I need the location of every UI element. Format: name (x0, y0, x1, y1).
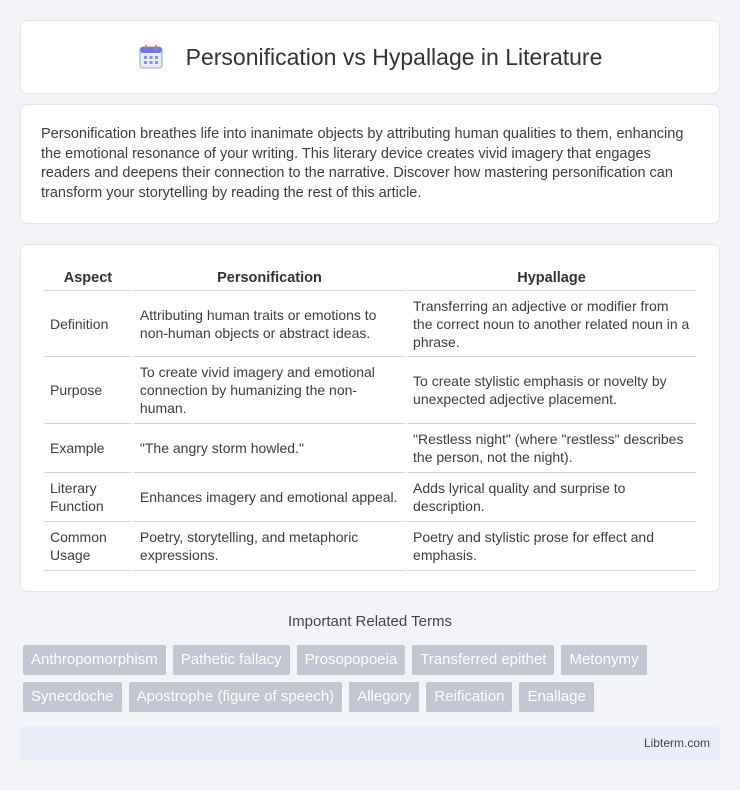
table-row (44, 522, 696, 571)
related-term-tag[interactable]: Pathetic fallacy (173, 645, 290, 675)
related-term-tag[interactable]: Apostrophe (figure of speech) (129, 682, 343, 712)
cell-aspect: Example (44, 424, 132, 473)
cell-personification: Poetry, storytelling, and metaphoric expressions. (134, 522, 405, 571)
table-row (44, 357, 696, 424)
related-term-tag[interactable]: Allegory (349, 682, 419, 712)
header-personification: Personification (134, 265, 405, 291)
table-row (44, 291, 696, 357)
cell-aspect: Purpose (44, 357, 132, 424)
related-term-tag[interactable]: Anthropomorphism (23, 645, 166, 675)
cell-personification: To create vivid imagery and emotional connection by humanizing the non-human. (134, 357, 405, 424)
cell-personification: Attributing human traits or emotions to non-human objects or abstract ideas. (134, 291, 405, 357)
calendar-icon (138, 44, 164, 70)
related-terms-list (23, 645, 723, 719)
cell-hypallage: Adds lyrical quality and surprise to description. (407, 473, 696, 522)
table-row (44, 473, 696, 522)
table-row (44, 424, 696, 473)
comparison-table (42, 265, 698, 571)
related-term-tag[interactable]: Synecdoche (23, 682, 122, 712)
intro-card (20, 104, 720, 224)
cell-hypallage: Poetry and stylistic prose for effect and emphasis. (407, 522, 696, 571)
cell-hypallage: Transferring an adjective or modifier from the correct noun to another related noun in a phrase. (407, 291, 696, 357)
related-terms-title: Important Related Terms (288, 613, 452, 630)
footer-site-link[interactable]: Libterm.com (643, 736, 710, 750)
cell-personification: "The angry storm howled." (134, 424, 405, 473)
cell-hypallage: "Restless night" (where "restless" describes the person, not the night). (407, 424, 696, 473)
related-term-tag[interactable]: Transferred epithet (412, 645, 554, 675)
cell-aspect: Definition (44, 291, 132, 357)
header-card (20, 20, 720, 94)
cell-aspect: Literary Function (44, 473, 132, 522)
related-term-tag[interactable]: Enallage (519, 682, 593, 712)
related-term-tag[interactable]: Metonymy (561, 645, 646, 675)
footer (20, 727, 720, 760)
intro-paragraph: Personification breathes life into inanimate objects by attributing human qualities to them, enhancing the emotional resonance of your writing. This literary device creates vivid imagery that engages readers and deepens their connection to the narrative. Discover how mastering personification can transform your storytelling by reading the rest of this article. (41, 126, 684, 201)
related-term-tag[interactable]: Prosopopoeia (297, 645, 406, 675)
header-hypallage: Hypallage (407, 265, 696, 291)
cell-aspect: Common Usage (44, 522, 132, 571)
cell-hypallage: To create stylistic emphasis or novelty by unexpected adjective placement. (407, 357, 696, 424)
cell-personification: Enhances imagery and emotional appeal. (134, 473, 405, 522)
related-term-tag[interactable]: Reification (426, 682, 512, 712)
page-title: Personification vs Hypallage in Literature (185, 43, 603, 70)
header-aspect: Aspect (44, 265, 132, 291)
comparison-card (20, 244, 720, 592)
